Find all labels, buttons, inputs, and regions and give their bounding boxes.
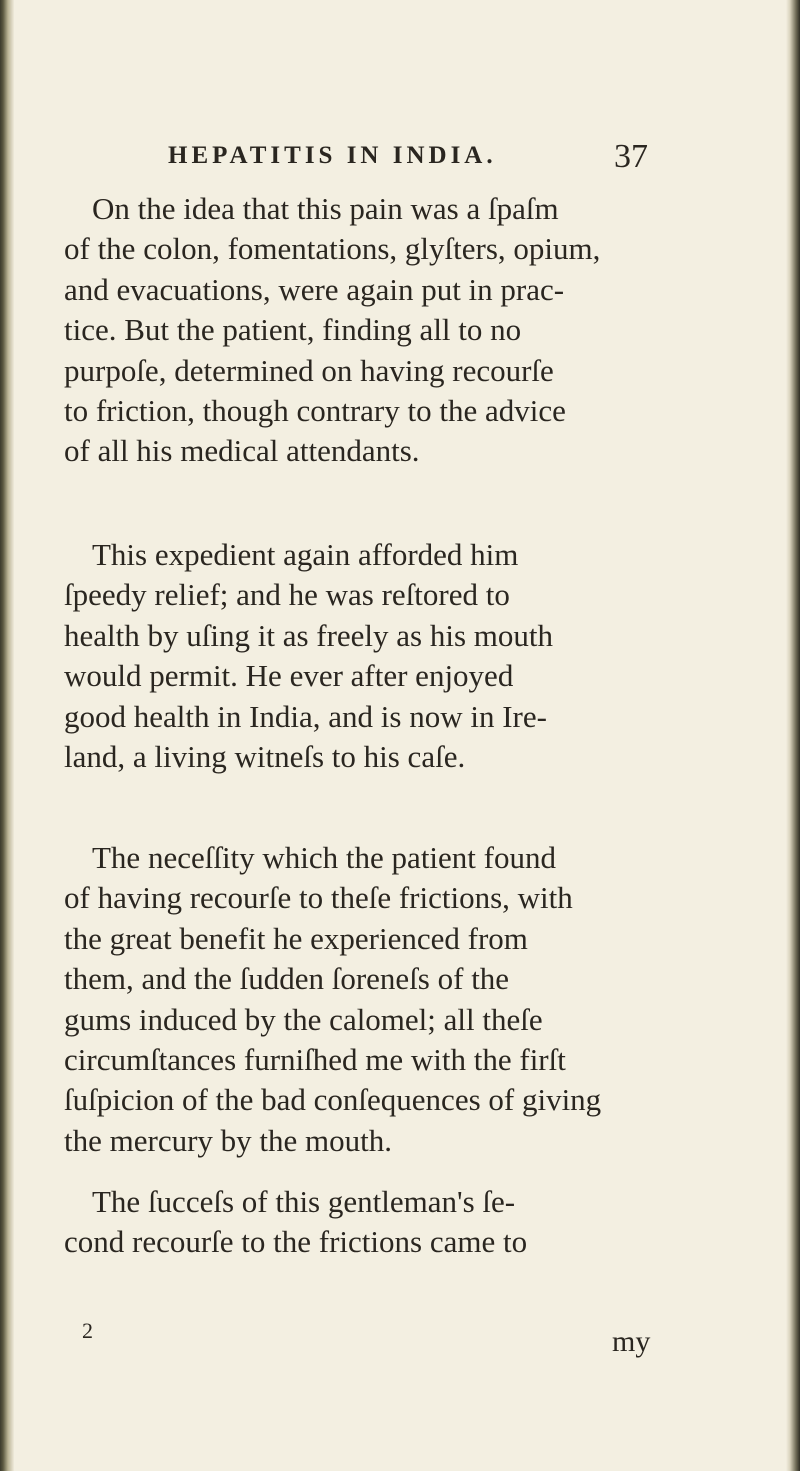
text-line: circumſtances furniſhed me with the firſt [64,1042,566,1078]
paragraph-3 [64,838,744,1161]
text-line: This expedient again afforded him [92,537,519,572]
page-right-edge [786,0,800,1471]
text-line: the great benefit he experienced from [64,920,528,956]
text-line: health by uſing it as freely as his mouth [64,617,554,653]
text-line: The neceſſity which the patient found [92,840,556,875]
catchword: my [612,1325,651,1358]
text-line: and evacuations, were again put in prac- [64,271,565,307]
page-number: 37 [614,138,648,175]
text-line: gums induced by the calomel; all theſe [64,1001,543,1037]
text-line: to friction, though contrary to the advice [64,393,566,429]
text-line: purpoſe, determined on having recourſe [64,352,554,388]
text-line: cond recourſe to the frictions came to [64,1224,528,1260]
running-head: HEPATITIS IN INDIA. [168,142,497,169]
signature-mark: 2 [82,1318,93,1343]
paragraph-1 [64,189,744,472]
text-line: ſpeedy relief; and he was reſtored to [64,577,510,613]
paragraph-4 [64,1182,744,1263]
text-line: On the idea that this pain was a ſpaſm [92,191,559,226]
text-line: of all his medical attendants. [64,433,420,469]
text-line: of the colon, fomentations, glyſters, opium, [64,231,601,267]
text-line: of having recourſe to theſe frictions, with [64,880,573,916]
text-line: tice. But the patient, finding all to no [64,312,522,348]
paragraph-2 [64,535,744,777]
page-header [168,138,648,182]
text-line: the mercury by the mouth. [64,1122,392,1158]
text-line: good health in India, and is now in Ire- [64,698,547,734]
text-line: would permit. He ever after enjoyed [64,658,514,694]
text-line: ſuſpicion of the bad conſequences of giving [64,1082,602,1118]
text-line: The ſucceſs of this gentleman's ſe- [92,1184,516,1219]
text-line: them, and the ſudden ſoreneſs of the [64,961,510,997]
page-left-edge [0,0,14,1471]
text-line: land, a living witneſs to his caſe. [64,739,466,775]
